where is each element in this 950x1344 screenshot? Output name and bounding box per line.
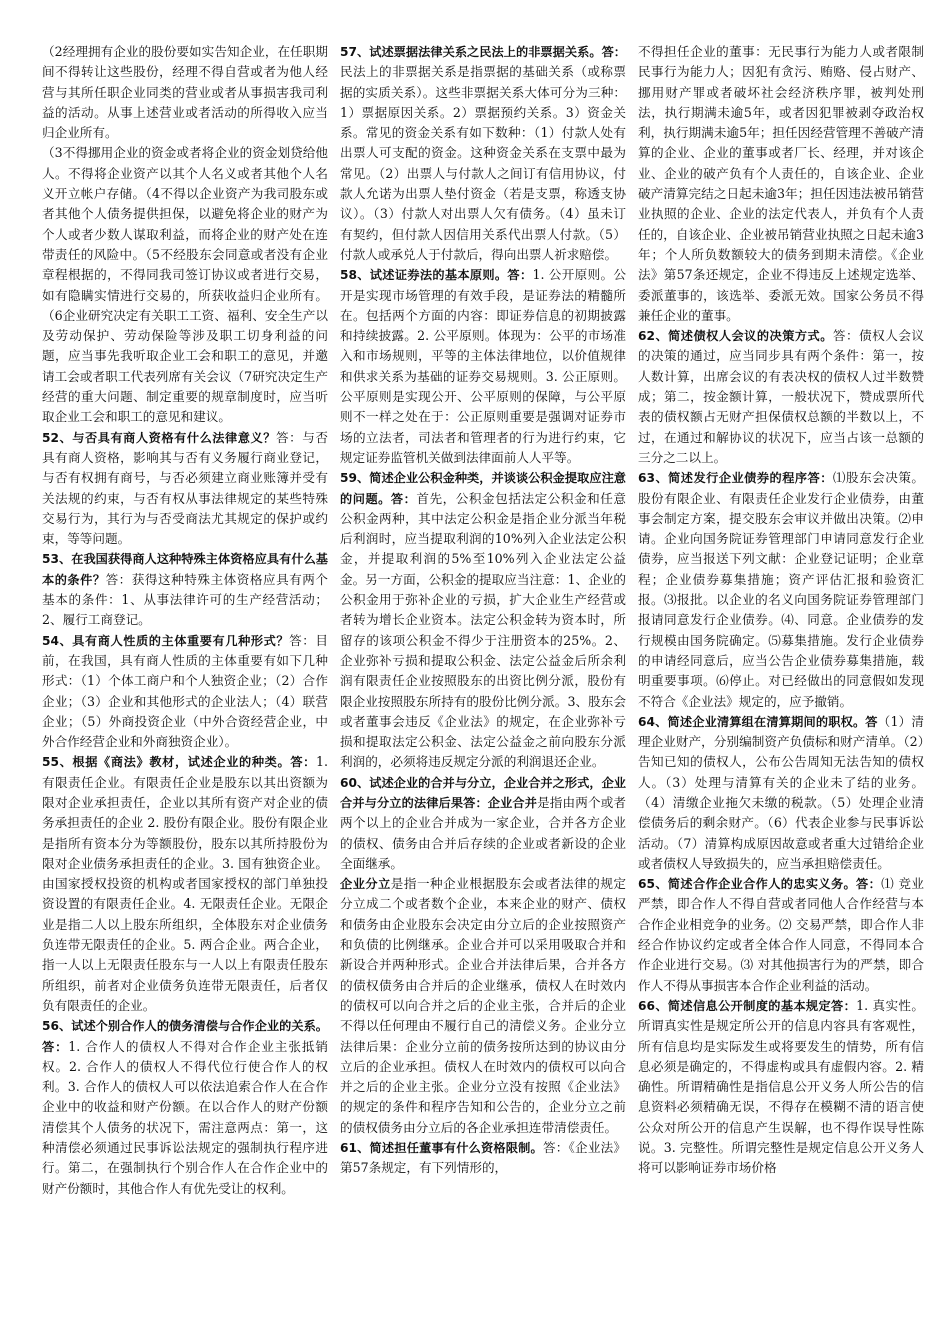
- answer-text: （1）清理企业财产，分别编制资产负债标和财产清单。（2）告知已知的债权人，公布公告周知无法告知的债权人。（3）处理与清算有关的企业未了结的业务。（4）清缴企业拖欠未缴的税款。（5）处理企业清偿债务后的剩余财产。（6）代表企业参与民事诉讼活动。（7）清算构成原因故意或者重大过错给企业或者债权人导致损失的，应当承担赔偿责任。: [638, 713, 924, 871]
- question-heading: 52、与否具有商人资格有什么法律意义？: [42, 430, 276, 445]
- answer-text: 1. 公开原则。公开是实现市场管理的有效手段，是证券法的精髓所在。包括两个方面的内容：即证券信息的初期披露和持续披露。2. 公平原则。体现为：公平的市场准入和市场规则，平等的主体法律地位，以价值规律和供求关系为基础的证券交易规则。3. 公正原则。公平原则是实现公开、公平原则的保障，与公平原则不一样之处在于：公正原则重要是强调对证券市场的立法者，司法者和管理者的行为进行约束，它规定证券监管机关做到法律面前人人平等。: [340, 267, 626, 465]
- question-heading: 企业分立: [340, 877, 391, 892]
- question-block: [340, 265, 626, 468]
- question-block: [42, 428, 328, 550]
- question-heading: 62、简述债权人会议的决策方式。: [638, 329, 833, 344]
- answer-text: 答：《企业法》第57条规定，有下列情形的，: [340, 1140, 626, 1176]
- question-heading: 61、简述担任董事有什么资格限制。: [340, 1141, 543, 1156]
- question-block: [340, 42, 626, 265]
- question-block: [42, 752, 328, 1016]
- question-heading: 57、试述票据法律关系之民法上的非票据关系。答：: [340, 45, 626, 59]
- answer-text: 是指由两个或者两个以上的企业合并成为一家企业，合并各方企业的债权、债务由合并后存续的企业或者新设的企业全面继承。: [340, 794, 626, 871]
- answer-text: 1. 真实性。所谓真实性是规定所公开的信息内容具有客观性，所有信息均是实际发生或将要发生的情势，所有信息必须是确定的，不得虚构或具有虚假内容。2. 精确性。所谓精确性是指信息公开义务人所公告的信息资料必须精确无误，不得存在模糊不清的语言使公众对所公开的信息产生误解，也不得作误导性陈说。3. 完整性。所谓完整性是规定信息公开义务人将可以影响证券市场价格: [638, 997, 924, 1176]
- question-heading: 53、在我国获得商人这种特殊主体资格应具有什么基本的条件？: [42, 552, 328, 587]
- text-column-middle: [340, 42, 626, 1326]
- paragraph: [42, 143, 328, 427]
- paragraph-text: （2经理拥有企业的股份要如实告知企业，在任职期间不得转让这些股份，经理不得自营或者为他人经营与其所任职企业同类的营业或者从事损害我司利益的活动。从事上述营业或者活动的所得收入应当归企业所有。: [42, 44, 328, 141]
- question-heading: 63、简述发行企业债券的程序答：: [638, 471, 833, 486]
- answer-text: 民法上的非票据关系是指票据的基础关系（或称票据的实质关系）。这些非票据关系大体可分为三种：1）票据原因关系。2）票据预约关系。3）资金关系。常见的资金关系有如下数种：（1）付款人处有出票人可支配的资金。这种资金关系在支票中最为常见。（2）出票人与付款人之间订有信用协议，付款人允诺为出票人垫付资金（若是支票，称透支协议）。（3）付款人对出票人欠有债务。（4）虽未订有契约，但付款人因信用关系代出票人付款。（5）付款人或承兑人于付款后，得向出票人祈求赔偿。: [340, 64, 626, 262]
- text-column-left: [42, 42, 328, 1326]
- question-heading: 60、试述企业的合并与分立，企业合并之形式，企业合并与分立的法律后果答：企业合并: [340, 775, 626, 810]
- question-heading: 59、简述企业公积金种类，并谈谈公积金提取应注意的问题。答：: [340, 471, 626, 506]
- question-heading: 65、简述合作企业合作人的忠实义务。答：: [638, 877, 882, 892]
- answer-text: 1. 合作人的债权人不得对合作企业主张抵销权。2. 合作人的债权人不得代位行使合作人的权利。3. 合作人的债权人可以依法追索合作人在合作企业中的收益和财产份额。在以合作人的财产份额清偿其个人债务的状况下，需注意两点：第一，这种清偿必须通过民事诉讼法规定的强制执行程序进行。第二，在强制执行个别合作人在合作企业中的财产份额时，其他合作人有优先受让的权利。: [42, 1038, 328, 1196]
- paragraph: [638, 42, 924, 326]
- paragraph: [42, 42, 328, 143]
- question-heading: 64、简述企业清算组在清算期间的职权。答: [638, 714, 878, 729]
- answer-text: 答：获得这种特殊主体资格应具有两个基本的条件：1、从事法律许可的生产经营活动；2、履行工商登记。: [42, 571, 328, 628]
- answer-text: 答：目前，在我国，具有商人性质的主体重要有如下几种形式：（1）个体工商户和个人独资企业；（2）合作企业；（3）企业和其他形式的企业法人；（4）联营企业；（5）外商投资企业（中外合资经营企业，中外合作经营企业和外商独资企业）。: [42, 632, 328, 750]
- paragraph-text: 不得担任企业的董事：无民事行为能力人或者限制民事行为能力人；因犯有贪污、贿赂、侵占财产、挪用财产罪或者破坏社会经济秩序罪，被判处刑法，执行期满未逾5年，或者因犯罪被剥夺政治权利，执行期满未逾5年；担任因经营管理不善破产清算的企业、企业的董事或者厂长、经理，并对该企业、企业的破产负有个人责任的，自该企业、企业破产清算完结之日起未逾3年；担任因违法被吊销营业执照的企业、企业的法定代表人，并负有个人责任的，自该企业、企业被吊销营业执照之日起未逾3年；个人所负数额较大的债务到期未清偿。《企业法》第57条还规定，企业不得违反上述规定选举、委派董事的，该选举、委派无效。国家公务员不得兼任企业的董事。: [638, 44, 924, 323]
- question-block: [638, 996, 924, 1179]
- question-heading: 56、试述个别合作人的债务清偿与合作企业的关系。答：: [42, 1019, 328, 1054]
- question-block: [638, 712, 924, 874]
- question-block: [42, 549, 328, 630]
- answer-text: 答：债权人会议的决策的通过，应当同步具有两个条件：第一，按人数计算，出席会议的有表决权的债权人过半数赞成；第二，按金额计算，一般状况下，赞成票所代表的债权额占无财产担保债权总额的半数以上，不过，在通过和解协议的状况下，应当占该一总额的三分之二以上。: [638, 328, 924, 465]
- question-block: [638, 326, 924, 468]
- answer-text: ⑴股东会决策。股份有限企业、有限责任企业发行企业债券，由董事会制定方案，提交股东会审议并做出决策。⑵申请。企业向国务院证券管理部门申请同意发行企业债券，应当报送下列文献：企业登记证明；企业章程；企业债券募集措施；资产评估汇报和验资汇报。⑶报批。以企业的名义向国务院证券管理部门报请同意发行企业债券。⑷、同意。企业债券的发行规模由国务院确定。⑸募集措施。发行企业债券的申请经同意后，应当公告企业债券募集措施，载明重要事项。⑹停止。对已经做出的同意假如发现不符合《企业法》规定的，应予撤销。: [638, 470, 924, 709]
- answer-text: 答：与否具有商人资格，影响其与否有义务履行商业登记，与否有权拥有商号，与否必须建立商业账簿并受有关法规的约束，与否有权从事法律规定的某些特殊交易行为，其行为与否受商法尤其规定的保护或约束，等等问题。: [42, 429, 328, 547]
- question-heading: 55、根据《商法》教材，试述企业的种类。答：: [42, 755, 316, 770]
- text-column-right: [638, 42, 924, 1326]
- question-heading: 58、试述证券法的基本原则。答：: [340, 268, 533, 283]
- answer-text: ⑴ 竞业严禁，即合作人不得自营或者同他人合作经营与本合作企业相竞争的业务。⑵ 交易严禁，即合作人非经合作协议约定或者全体合作人同意，不得同本合作企业进行交易。⑶ 对其他损害行为的严禁，即合作人不得从事损害本合作企业利益的活动。: [638, 876, 924, 993]
- answer-text: 是指一种企业根据股东会或者法律的规定分立成二个或者数个企业，本来企业的财产、债权和债务由企业股东会决定由分立后的企业按照资产和负债的比例继承。企业合并可以采用吸取合并和新设合并两种形式。企业合并法律后果，合并各方的债权债务由合并后的企业继承，债权人在时效内的债权可以向合并之后的企业主张，合并后的企业不得以任何理由不履行自己的清偿义务。企业分立法律后果：企业分立前的债务按所达到的协议由分立后的企业承担。债权人在时效内的债权可以向合并之后的企业主张。企业分立没有按照《企业法》的规定的条件和程序告知和公告的，企业分立之前的债权债务由分立后的各企业承担连带清偿责任。: [340, 876, 626, 1135]
- question-block: [42, 1016, 328, 1199]
- question-block: [638, 468, 924, 712]
- question-block: [638, 874, 924, 996]
- question-block: [340, 1138, 626, 1179]
- question-block: [340, 874, 626, 1138]
- paragraph-text: （3不得挪用企业的资金或者将企业的资金划贷给他人。不得将企业资产以其个人名义或者其他个人名义开立帐户存储。（4不得以企业资产为我司股东或者其他个人债务提供担保，以避免将企业的财产为个人或者少数人谋取利益，而将企业的财产处在连带责任的风险中。（5不经股东会同意或者没有企业章程根据的，不得同我司签订协议或者进行交易，如有隐瞒实情进行交易的，所获收益归企业所有。（6企业研究决定有关职工工资、福利、安全生产以及劳动保护、劳动保险等涉及职工切身利益的问题，应当事先我听取企业工会和职工的意见，并邀请工会或者职工代表列席有关会议（7研究决定生产经营的重大问题、制定重要的规章制度时，应当听取企业工会和职工的意见和建议。: [42, 145, 328, 425]
- answer-text: 1. 有限责任企业。有限责任企业是股东以其出资额为限对企业承担责任，企业以其所有资产对企业的债务承担责任的企业 2. 股份有限企业。股份有限企业是指所有资本分为等额股份，股东以其所持股份为限对企业债务承担责任的企业。3. 国有独资企业。由国家授权投资的机构或者国家授权的部门单独投资设置的有限责任企业。4. 无限责任企业。无限企业是指二人以上股东所组织，全体股东对企业债务负连带无限责任的企业。5. 两合企业。两合企业，指一人以上无限责任股东与一人以上有限责任股东所组织，前者对企业债务负连带无限责任，后者仅负有限责任的企业。: [42, 754, 328, 1013]
- question-block: [340, 773, 626, 874]
- question-block: [42, 631, 328, 753]
- question-heading: 54、具有商人性质的主体重要有几种形式？: [42, 633, 290, 648]
- answer-text: 首先，公积金包括法定公积金和任意公积金两种，其中法定公积金是指企业分派当年税后利润时，应当提取利润的10%列入企业法定公积金，并提取利润的5%至10%列入企业法定公益金。另一方面，公积金的提取应当注意：1、企业的公积金用于弥补企业的亏损，扩大企业生产经营或者转为增长企业资本。法定公积金转为资本时，所留存的该项公积金不得少于注册资本的25%。2、企业弥补亏损和提取公积金、法定公益金后所余利润有限责任企业按照股东的出资比例分派，股份有限企业按照股东所持有的股份比例分派。3、股东会或者董事会违反《企业法》的规定，在企业弥补亏损和提取法定公积金、法定公益金之前向股东分派利润的，必须将违反规定分派的利润退还企业。: [340, 490, 626, 770]
- question-heading: 66、简述信息公开制度的基本规定答：: [638, 998, 857, 1013]
- question-block: [340, 468, 626, 772]
